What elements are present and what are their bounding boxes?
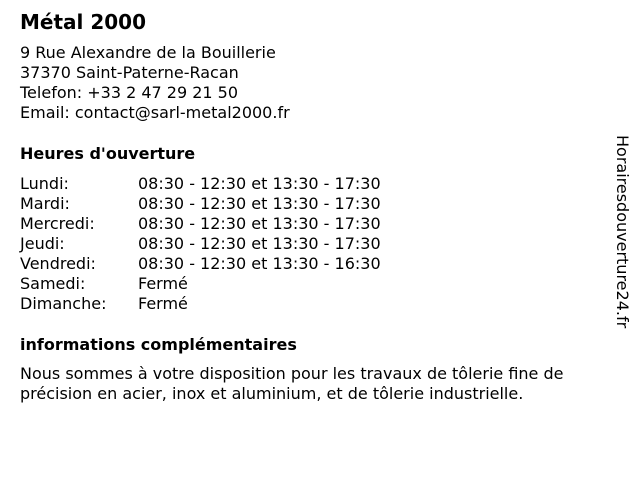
hours-day: Lundi: — [20, 174, 69, 193]
hours-heading: Heures d'ouverture — [20, 144, 196, 163]
hours-day: Vendredi: — [20, 254, 96, 273]
hours-row — [20, 294, 615, 314]
hours-time: 08:30 - 12:30 et 13:30 - 17:30 — [138, 194, 381, 213]
hours-day: Dimanche: — [20, 294, 107, 313]
site-watermark: Horairesdouverture24.fr — [613, 135, 632, 329]
contact-block — [20, 43, 615, 123]
address-city: 37370 Saint-Paterne-Racan — [20, 63, 239, 82]
hours-row — [20, 254, 615, 274]
phone-number: Telefon: +33 2 47 29 21 50 — [20, 83, 239, 102]
address-street: 9 Rue Alexandre de la Bouillerie — [20, 43, 276, 62]
hours-day: Mercredi: — [20, 214, 95, 233]
hours-time: Fermé — [138, 274, 188, 293]
hours-time: 08:30 - 12:30 et 13:30 - 16:30 — [138, 254, 381, 273]
info-description: Nous sommes à votre disposition pour les travaux de tôlerie fine de précision en acier, inox et aluminium, et de tôlerie industrielle. — [20, 364, 564, 403]
email-address: Email: contact@sarl-metal2000.fr — [20, 103, 290, 122]
hours-day: Jeudi: — [20, 234, 65, 253]
info-heading: informations complémentaires — [20, 335, 297, 354]
hours-time: 08:30 - 12:30 et 13:30 - 17:30 — [138, 174, 381, 193]
business-card — [20, 10, 615, 404]
hours-day: Mardi: — [20, 194, 70, 213]
hours-row — [20, 174, 615, 194]
business-name: Métal 2000 — [20, 10, 147, 34]
hours-row — [20, 234, 615, 254]
hours-row — [20, 194, 615, 214]
hours-time: 08:30 - 12:30 et 13:30 - 17:30 — [138, 214, 381, 233]
hours-time: Fermé — [138, 294, 188, 313]
hours-time: 08:30 - 12:30 et 13:30 - 17:30 — [138, 234, 381, 253]
hours-table — [20, 174, 615, 314]
hours-row — [20, 214, 615, 234]
hours-day: Samedi: — [20, 274, 86, 293]
hours-row — [20, 274, 615, 294]
